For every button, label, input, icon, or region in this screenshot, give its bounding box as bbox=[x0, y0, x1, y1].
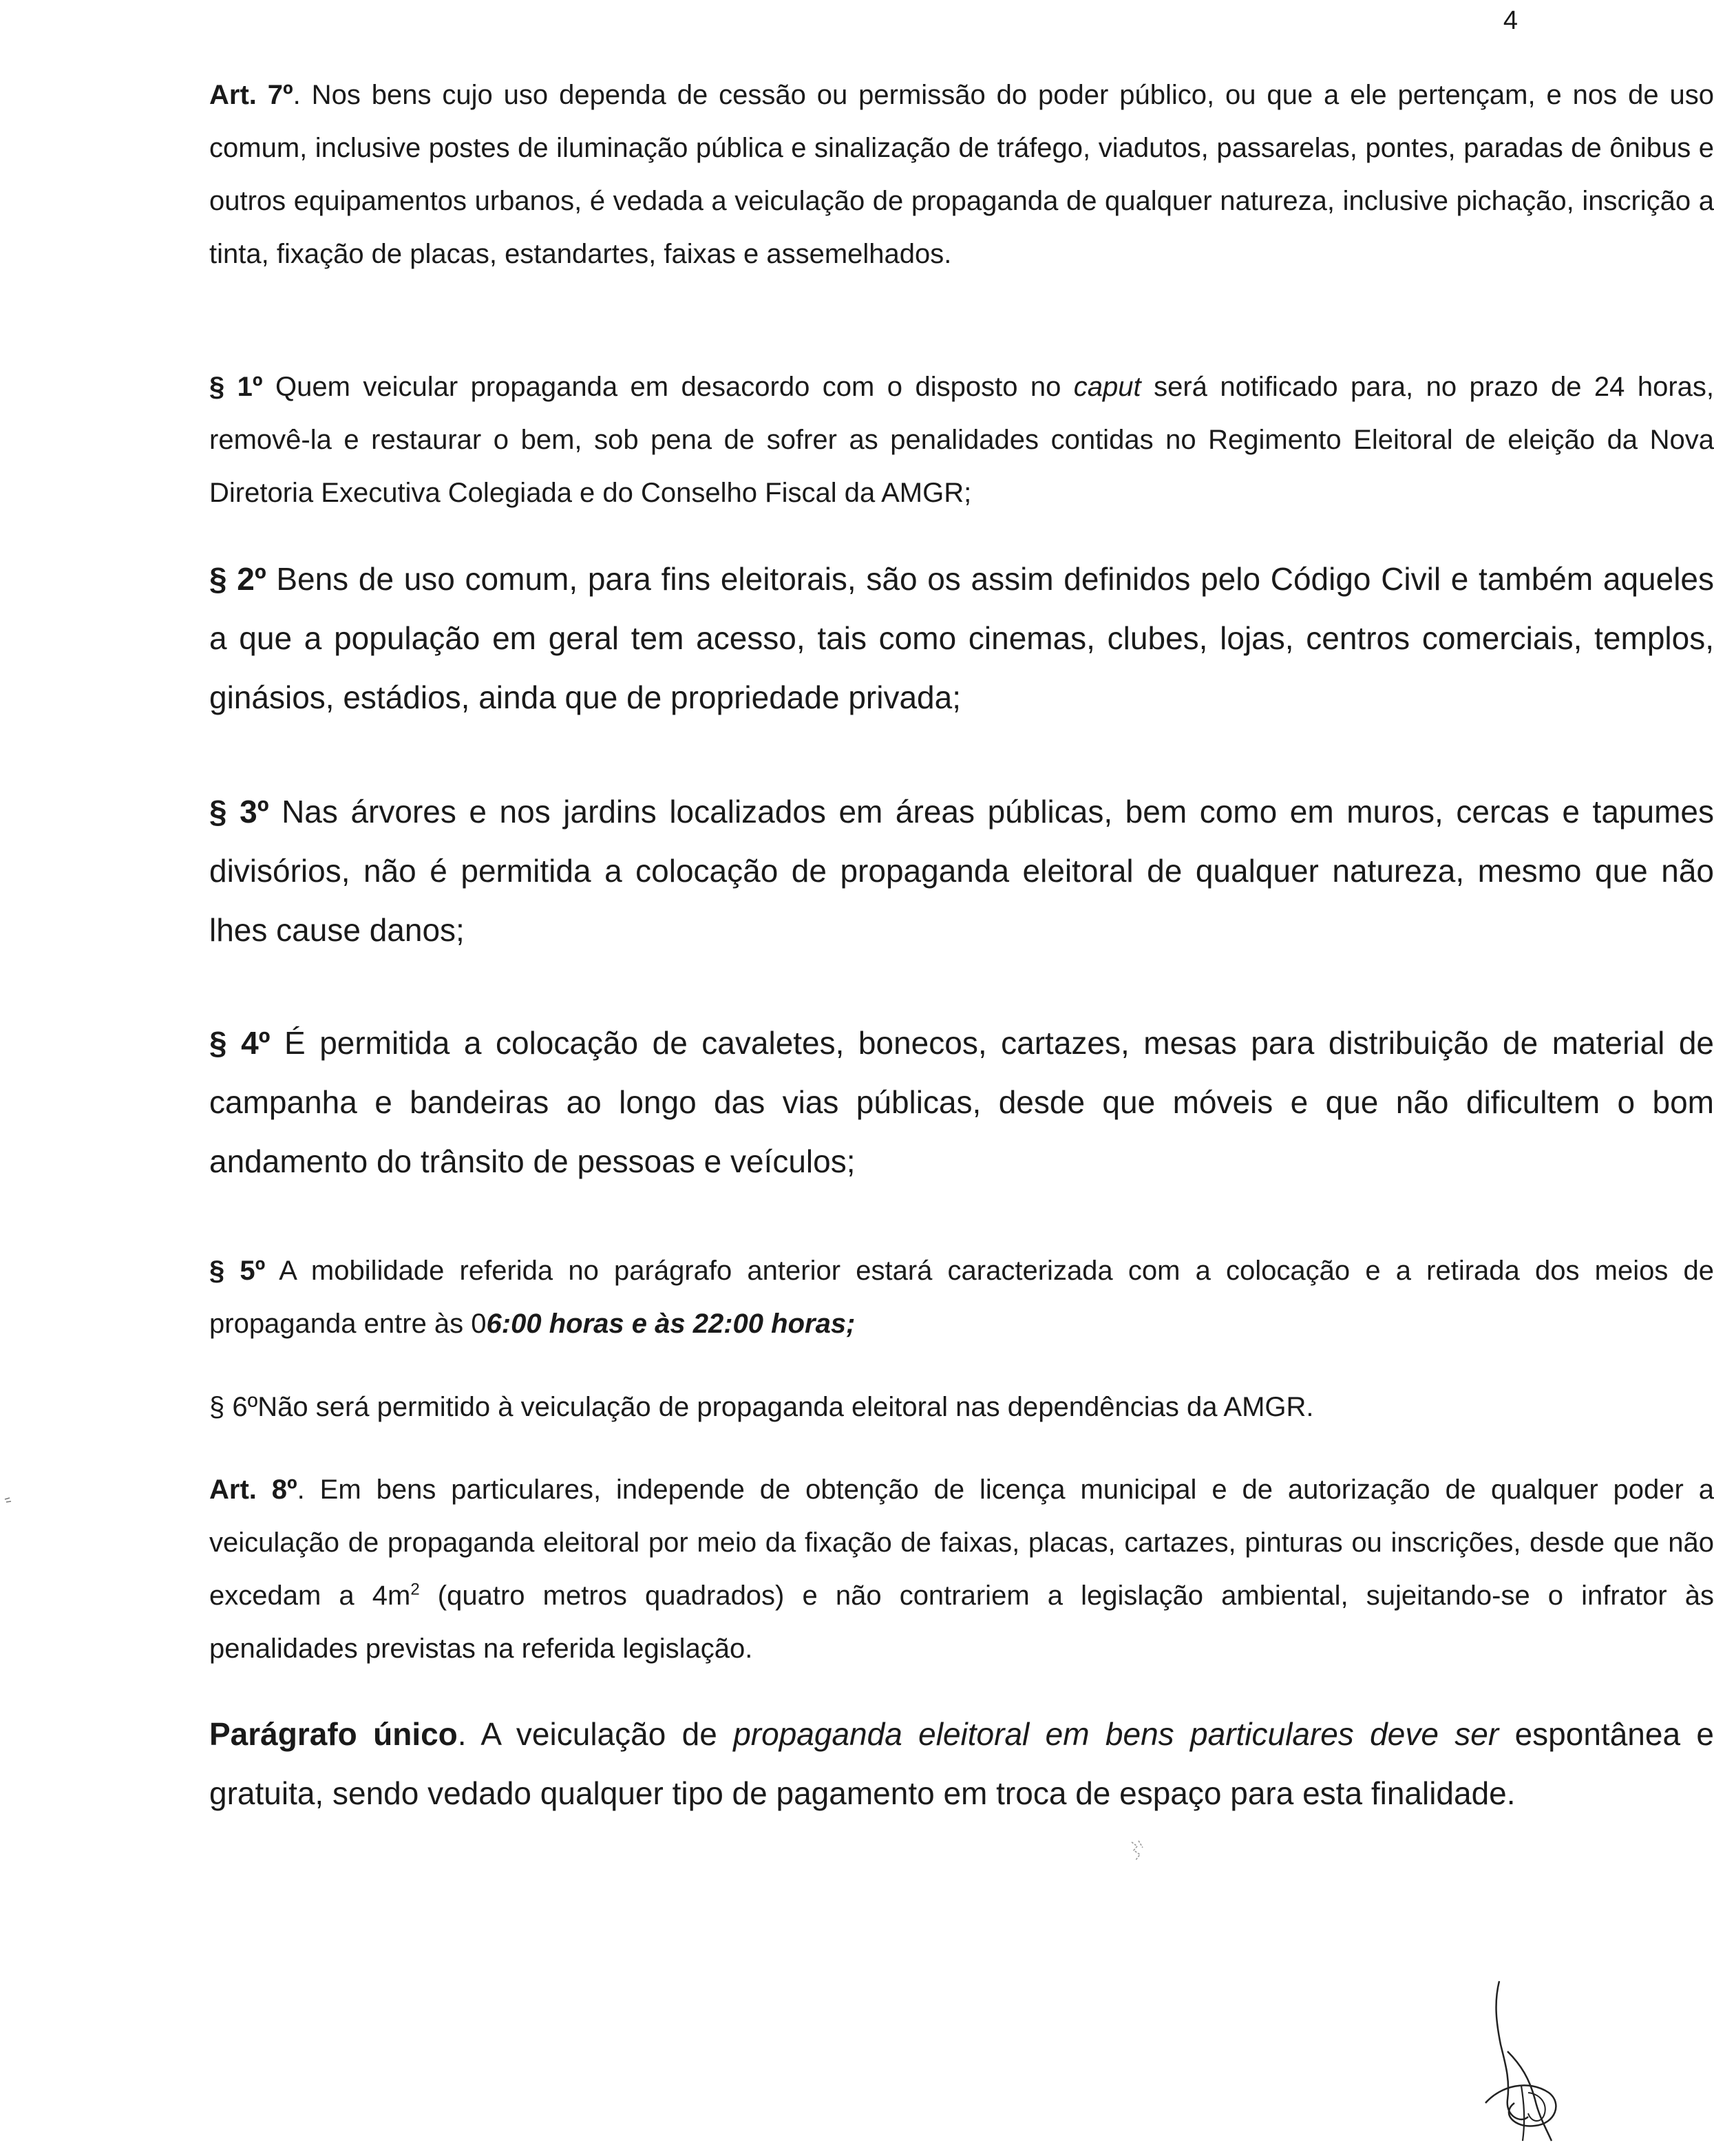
paragraph-1-text-before: Quem veicular propaganda em desacordo com o disposto no bbox=[262, 372, 1074, 402]
paragrafo-unico-label: Parágrafo único bbox=[209, 1716, 458, 1752]
signature-initials-icon bbox=[1480, 1976, 1569, 2148]
paragraph-1 bbox=[12, 361, 1714, 520]
paragraph-1-label: § 1º bbox=[209, 372, 263, 402]
paragraph-4 bbox=[12, 1013, 1714, 1191]
paragraph-2-label: § 2º bbox=[209, 561, 266, 597]
article-8 bbox=[12, 1463, 1714, 1676]
article-8-superscript: 2 bbox=[410, 1580, 420, 1599]
article-7-label: Art. 7º bbox=[209, 80, 293, 110]
paragraph-6-text: § 6ºNão será permitido à veiculação de propaganda eleitoral nas dependências da AMGR. bbox=[209, 1392, 1314, 1422]
paragrafo-unico-text-after: espontânea e gratuita, sendo vedado qualquer tipo de pagamento em troca de espaço para esta finalidade. bbox=[209, 1716, 1714, 1811]
article-8-label: Art. 8º bbox=[209, 1475, 297, 1505]
paragraph-5-label: § 5º bbox=[209, 1256, 266, 1286]
paragraph-4-label: § 4º bbox=[209, 1025, 271, 1061]
paragrafo-unico-text-before: . A veiculação de bbox=[457, 1716, 734, 1752]
article-7-text: . Nos bens cujo uso dependa de cessão ou permissão do poder público, ou que a ele pertençam, e nos de uso comum, inclusive postes de iluminação pública e sinalização de tráfego, viadutos, passarelas, pontes, paradas de ônibus e outros equipamentos urbanos, é vedada a veiculação de propaganda de qualquer natureza, inclusive pichação, inscrição a tinta, fixação de placas, estandartes, faixas e assemelhados. bbox=[209, 80, 1714, 269]
paragraph-2-text: Bens de uso comum, para fins eleitorais, são os assim definidos pelo Código Civil e também aqueles a que a população em geral tem acesso, tais como cinemas, clubes, lojas, centros comerciais, templos, ginásios, estádios, ainda que de propriedade privada; bbox=[209, 561, 1714, 715]
paragraph-3 bbox=[12, 782, 1714, 960]
paragraph-6 bbox=[12, 1381, 1714, 1434]
article-8-text-after: (quatro metros quadrados) e não contrariem a legislação ambiental, sujeitando-se o infrator às penalidades previstas na referida legislação. bbox=[209, 1581, 1714, 1664]
paragraph-2 bbox=[12, 549, 1714, 727]
article-7 bbox=[12, 69, 1714, 281]
paragraph-1-italic: caput bbox=[1073, 372, 1141, 402]
paragrafo-unico bbox=[12, 1704, 1714, 1823]
scan-speck-icon bbox=[3, 1495, 14, 1506]
scan-smudge-icon bbox=[1128, 1837, 1148, 1864]
paragrafo-unico-italic: propaganda eleitoral em bens particulares deve ser bbox=[733, 1716, 1499, 1752]
paragraph-5-text: A mobilidade referida no parágrafo anterior estará caracterizada com a colocação e a retirada dos meios de propaganda entre às 0 bbox=[209, 1256, 1714, 1339]
paragraph-3-text: Nas árvores e nos jardins localizados em áreas públicas, bem como em muros, cercas e tapumes divisórios, não é permitida a colocação de propaganda eleitoral de qualquer natureza, mesmo que não lhes cause danos; bbox=[209, 794, 1714, 948]
paragraph-4-text: É permitida a colocação de cavaletes, bonecos, cartazes, mesas para distribuição de material de campanha e bandeiras ao longo das vias públicas, desde que móveis e que não dificultem o bom andamento do trânsito de pessoas e veículos; bbox=[209, 1025, 1714, 1179]
paragraph-1-text-after: será notificado para, no prazo de 24 horas, removê-la e restaurar o bem, sob pena de sofrer as penalidades contidas no Regimento Eleitoral de eleição da Nova Diretoria Executiva Colegiada e do Conselho Fiscal da AMGR; bbox=[209, 372, 1714, 508]
paragraph-3-label: § 3º bbox=[209, 794, 269, 829]
paragraph-5-bold-times: 6:00 horas e às 22:00 horas; bbox=[486, 1309, 856, 1339]
paragraph-5 bbox=[12, 1245, 1714, 1351]
article-8-text-before: . Em bens particulares, independe de obtenção de licença municipal e de autorização de qualquer poder a veiculação de propaganda eleitoral por meio da fixação de faixas, placas, cartazes, pinturas ou inscrições, desde que não excedam a 4m bbox=[209, 1475, 1714, 1611]
page-number: 4 bbox=[1503, 6, 1518, 35]
